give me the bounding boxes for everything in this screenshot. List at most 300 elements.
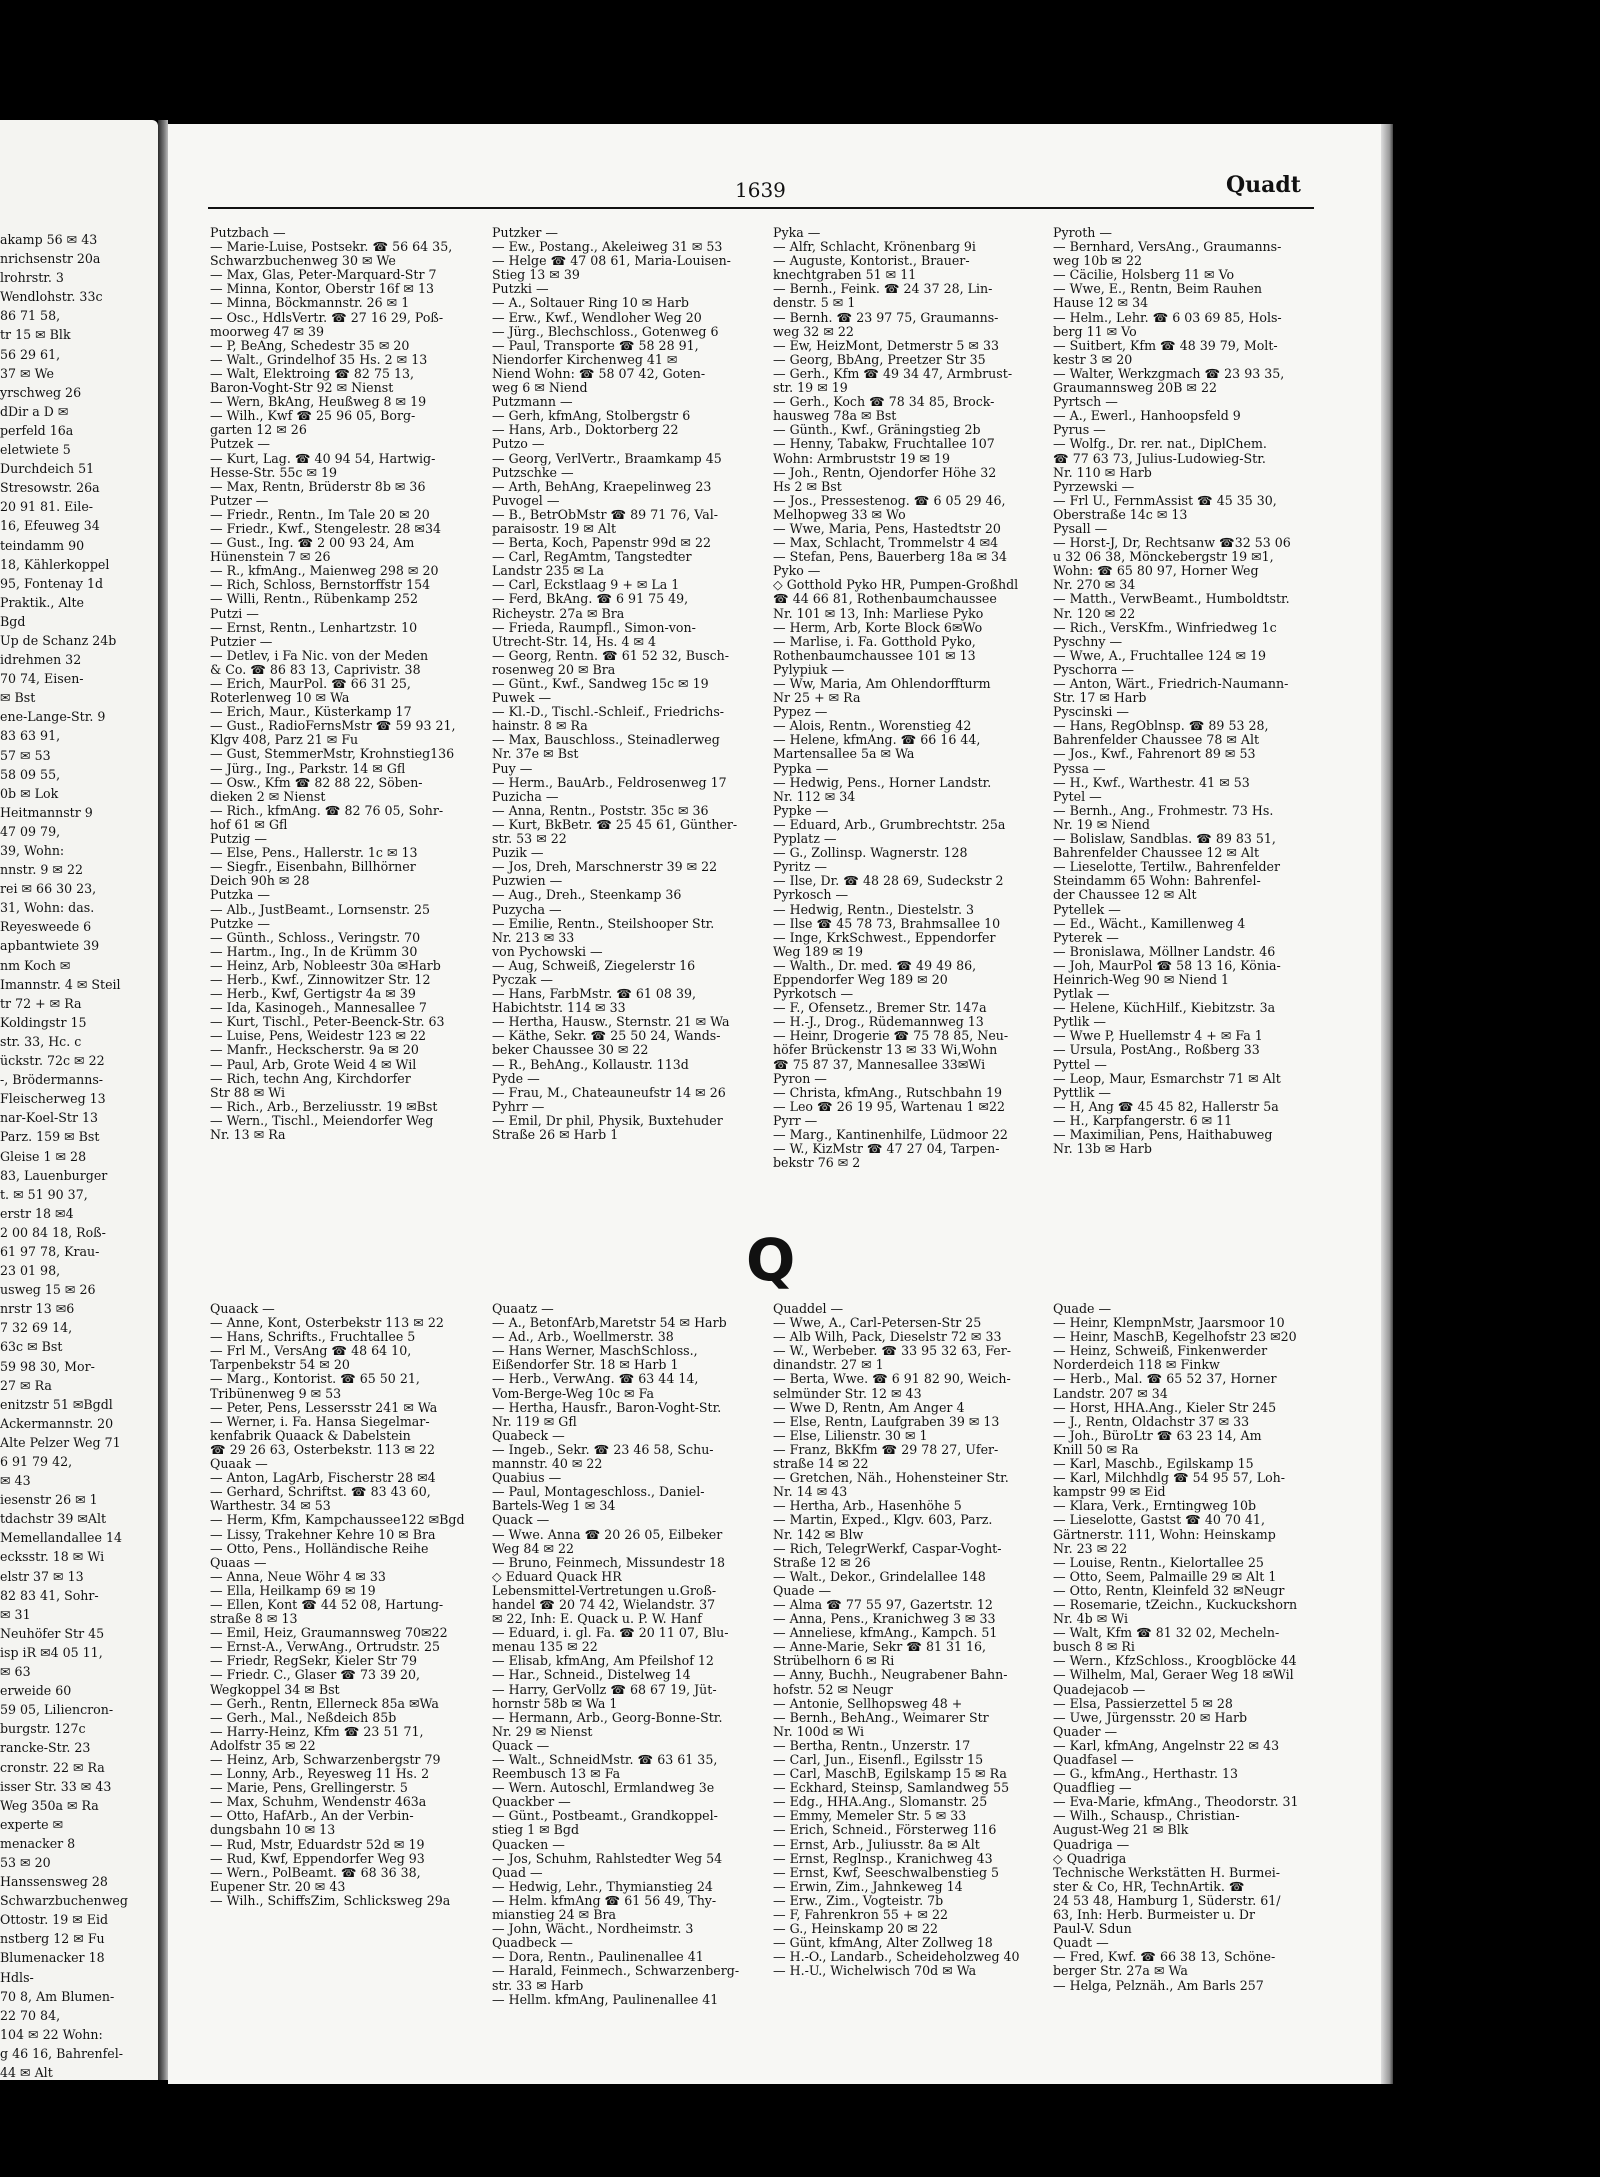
- entry-line: — Friedr., Rentn., Im Tale 20 ✉ 20: [210, 506, 430, 522]
- left-page-line: Neuhöfer Str 45: [0, 1625, 105, 1641]
- surname-heading: Putzka —: [210, 887, 271, 903]
- surname-heading: Quadbeck —: [492, 1935, 573, 1951]
- entry-line: — Wilhelm, Mal, Geraer Weg 18 ✉Wil: [1053, 1667, 1294, 1683]
- entry-line: — Martin, Exped., Klgv. 603, Parz.: [773, 1512, 993, 1528]
- surname-heading: Putzker —: [492, 226, 558, 240]
- left-page-line: 61 97 78, Krau-: [0, 1243, 100, 1259]
- entry-line: — Herb., VerwAng. ☎ 63 44 14,: [492, 1371, 699, 1387]
- entry-line: höfer Brückenstr 13 ✉ 33 Wi,Wohn: [773, 1042, 998, 1058]
- entry-line: — P, BeAng, Schedestr 35 ✉ 20: [210, 337, 410, 353]
- left-page-line: 83 63 91,: [0, 728, 61, 744]
- entry-line: Str 88 ✉ Wi: [210, 1084, 286, 1100]
- entry-line: — Alfr, Schlacht, Krönenbarg 9i: [773, 239, 976, 255]
- surname-heading: Quaas —: [210, 1554, 267, 1570]
- entry-line: — Carl, Eckstlaag 9 + ✉ La 1: [492, 577, 680, 593]
- entry-line: — Gust, StemmerMstr, Krohnstieg136: [210, 746, 455, 762]
- surname-heading: Pyka —: [773, 226, 821, 240]
- entry-line: — G., kfmAng., Herthastr. 13: [1053, 1766, 1239, 1782]
- entry-line: Norderdeich 118 ✉ Finkw: [1053, 1357, 1220, 1373]
- left-page-line: elstr 37 ✉ 13: [0, 1568, 84, 1584]
- entry-line: Niendorfer Kirchenweg 41 ✉: [492, 351, 678, 367]
- left-page-line: Heitmannstr 9: [0, 804, 93, 820]
- entry-line: — Erwin, Zim., Jahnkeweg 14: [773, 1878, 963, 1894]
- left-page-line: 95, Fontenay 1d: [0, 575, 104, 591]
- entry-line: — G., Heinskamp 20 ✉ 22: [773, 1921, 939, 1937]
- left-page-line: Blumenacker 18: [0, 1950, 105, 1966]
- entry-line: Str. 17 ✉ Harb: [1053, 690, 1147, 706]
- left-page-line: 70 8, Am Blumen-: [0, 1988, 115, 2004]
- entry-line: — Otto, HafArb., An der Verbin-: [210, 1808, 414, 1824]
- entry-line: — Heinr, KlempnMstr, Jaarsmoor 10: [1053, 1315, 1285, 1331]
- left-page-line: 2 00 84 18, Roß-: [0, 1224, 106, 1240]
- entry-line: — Walt, Kfm ☎ 81 32 02, Mecheln-: [1053, 1625, 1280, 1641]
- entry-line: — Lieselotte, Tertilw., Bahrenfelder: [1053, 859, 1280, 875]
- surname-heading: Quabeck —: [492, 1427, 565, 1443]
- entry-line: — Bolislaw, Sandblas. ☎ 89 83 51,: [1053, 831, 1276, 847]
- entry-line: Wohn: ☎ 65 80 97, Horner Weg: [1053, 563, 1259, 579]
- entry-line: — J., Rentn, Oldachstr 37 ✉ 33: [1053, 1413, 1250, 1429]
- entry-line: — Elisab, kfmAng, Am Pfeilshof 12: [492, 1653, 714, 1669]
- surname-heading: Quack —: [492, 1512, 550, 1528]
- entry-line: — Friedr. C., Glaser ☎ 73 39 20,: [210, 1667, 421, 1683]
- entry-line: — Hedwig, Rentn., Diestelstr. 3: [773, 901, 974, 917]
- left-page-line: t. ✉ 51 90 37,: [0, 1186, 88, 1202]
- left-page-line: lrohrstr. 3: [0, 270, 64, 286]
- entry-line: August-Weg 21 ✉ Blk: [1053, 1822, 1189, 1838]
- entry-line: — Berta, Koch, Papenstr 99d ✉ 22: [492, 535, 711, 551]
- entry-line: — Frl M., VersAng ☎ 48 64 10,: [210, 1343, 412, 1359]
- entry-line: — Max, Schuhm, Wendenstr 463a: [210, 1794, 427, 1810]
- entry-line: — Leo ☎ 26 19 95, Wartenau 1 ✉22: [773, 1098, 1005, 1114]
- entry-line: Straße 12 ✉ 26: [773, 1554, 871, 1570]
- column-bottom-1: [210, 1302, 485, 2022]
- entry-line: Heinrich-Weg 90 ✉ Niend 1: [1053, 971, 1230, 987]
- left-page-line: ückstr. 72c ✉ 22: [0, 1053, 105, 1069]
- entry-line: — Wwe. Anna ☎ 20 26 05, Eilbeker: [492, 1526, 723, 1542]
- entry-line: — Ursula, PostAng., Roßberg 33: [1053, 1042, 1260, 1058]
- left-page-line: akamp 56 ✉ 43: [0, 232, 98, 247]
- entry-line: — Louise, Rentn., Kielortallee 25: [1053, 1554, 1264, 1570]
- entry-line: — Ilse ☎ 45 78 73, Brahmsallee 10: [773, 915, 1001, 931]
- left-page-line: apbantwiete 39: [0, 938, 100, 954]
- surname-heading: Pyscinski —: [1053, 704, 1129, 720]
- surname-heading: Pyrzewski —: [1053, 478, 1135, 494]
- entry-line: Deich 90h ✉ 28: [210, 873, 310, 889]
- entry-line: Nr. 120 ✉ 22: [1053, 605, 1136, 621]
- left-page-line: 22 70 84,: [0, 2007, 61, 2023]
- surname-heading: Pyschny —: [1053, 633, 1123, 649]
- entry-line: — Hartm., Ing., In de Krümm 30: [210, 943, 418, 959]
- entry-line: — Hellm. kfmAng, Paulinenallee 41: [492, 1991, 719, 2007]
- left-page-line: 58 09 55,: [0, 766, 61, 782]
- entry-line: ster & Co, HR, TechnArtik. ☎: [1053, 1878, 1245, 1894]
- entry-line: — R., BehAng., Kollaustr. 113d: [492, 1056, 689, 1072]
- surname-heading: Puwek —: [492, 690, 552, 706]
- entry-line: hornstr 58b ✉ Wa 1: [492, 1695, 618, 1711]
- left-page-line: Ackermannstr. 20: [0, 1415, 114, 1431]
- entry-line: — F, Fahrenkron 55 + ✉ 22: [773, 1907, 948, 1923]
- entry-line: — Günt., Postbeamt., Grandkoppel-: [492, 1808, 718, 1824]
- surname-heading: Pyhrr —: [492, 1098, 545, 1114]
- entry-line: 63, Inh: Herb. Burmeister u. Dr: [1053, 1907, 1256, 1923]
- entry-line: — Matth., VerwBeamt., Humboldtstr.: [1053, 591, 1290, 607]
- surname-heading: Pyplatz —: [773, 831, 837, 847]
- entry-line: — Otto, Pens., Holländische Reihe: [210, 1540, 429, 1556]
- entry-line: — Ew, HeizMont, Detmerstr 5 ✉ 33: [773, 337, 1000, 353]
- surname-heading: Pyrr —: [773, 1112, 818, 1128]
- entry-line: — Ernst, Arb., Juliusstr. 8a ✉ Alt: [773, 1836, 980, 1852]
- entry-line: dinandstr. 27 ✉ 1: [773, 1357, 884, 1373]
- entry-line: — G., Zollinsp. Wagnerstr. 128: [773, 845, 968, 861]
- surname-heading: Quadt —: [1053, 1935, 1109, 1951]
- entry-line: — Ernst, Rentn., Lenhartzstr. 10: [210, 619, 418, 635]
- entry-line: — Günt., Kwf., Sandweg 15c ✉ 19: [492, 676, 709, 691]
- entry-line: — Franz, BkKfm ☎ 29 78 27, Ufer-: [773, 1441, 999, 1457]
- entry-line: — Marie-Luise, Postsekr. ☎ 56 64 35,: [210, 239, 453, 255]
- left-page-line: nm Koch ✉: [0, 957, 71, 973]
- entry-line: — Helm. kfmAng ☎ 61 56 49, Thy-: [492, 1892, 717, 1908]
- entry-line: — Ernst-A., VerwAng., Ortrudstr. 25: [210, 1639, 441, 1655]
- surname-heading: Quaack —: [210, 1302, 275, 1316]
- entry-line: — Anny, Buchh., Neugrabener Bahn-: [773, 1667, 1008, 1683]
- surname-heading: Putzi —: [210, 605, 259, 621]
- entry-line: — Kl.-D., Tischl.-Schleif., Friedrichs-: [492, 704, 725, 720]
- entry-line: — Ellen, Kont ☎ 44 52 08, Hartung-: [210, 1596, 444, 1612]
- left-page-line: ene-Lange-Str. 9: [0, 709, 106, 725]
- surname-heading: Putzmann —: [492, 394, 573, 410]
- left-page-line: Alte Pelzer Weg 71: [0, 1434, 121, 1450]
- entry-line: — Frau, M., Chateauneufstr 14 ✉ 26: [492, 1084, 726, 1100]
- left-page-line: isser Str. 33 ✉ 43: [0, 1778, 112, 1794]
- entry-line: Warthestr. 34 ✉ 53: [210, 1498, 331, 1514]
- page-edge: [1381, 124, 1393, 2084]
- entry-line: Nr. 23 ✉ 22: [1053, 1540, 1128, 1556]
- entry-line: — Anna, Pens., Kranichweg 3 ✉ 33: [773, 1611, 996, 1627]
- left-page-line: nar-Koel-Str 13: [0, 1110, 99, 1126]
- entry-line: — Minna, Böckmannstr. 26 ✉ 1: [210, 295, 410, 311]
- entry-line: ☎ 44 66 81, Rothenbaumchaussee: [773, 591, 997, 607]
- entry-line: — Wolfg., Dr. rer. nat., DiplChem.: [1053, 436, 1267, 452]
- entry-line: Oberstraße 14c ✉ 13: [1053, 506, 1188, 522]
- entry-line: — Rich., Arb., Berzeliusstr. 19 ✉Bst: [210, 1098, 438, 1114]
- entry-line: Technische Werkstätten H. Burmei-: [1053, 1864, 1281, 1880]
- entry-line: — Wern. Autoschl, Ermlandweg 3e: [492, 1780, 715, 1796]
- left-page-line: burgstr. 127c: [0, 1721, 86, 1737]
- entry-line: — Walter, Werkzgmach ☎ 23 93 35,: [1053, 365, 1285, 381]
- entry-line: — Ida, Kasinogeh., Mannesallee 7: [210, 1000, 427, 1016]
- left-page-line: Up de Schanz 24b: [0, 632, 117, 648]
- left-page-line: 83, Lauenburger: [0, 1167, 108, 1183]
- entry-line: ◇ Quadriga: [1053, 1850, 1127, 1866]
- entry-line: — Georg, BbAng, Preetzer Str 35: [773, 351, 986, 367]
- left-page-line: ✉ 63: [0, 1664, 31, 1680]
- entry-line: Hesse-Str. 55c ✉ 19: [210, 464, 338, 480]
- entry-line: 24 53 48, Hamburg 1, Süderstr. 61/: [1053, 1892, 1281, 1908]
- entry-line: dungsbahn 10 ✉ 13: [210, 1822, 336, 1838]
- header-rule: [208, 207, 1314, 209]
- entry-line: Nr. 142 ✉ Blw: [773, 1526, 864, 1542]
- entry-line: — Aug., Dreh., Steenkamp 36: [492, 887, 682, 903]
- entry-line: — Erich, Schneid., Försterweg 116: [773, 1822, 997, 1838]
- entry-line: Hünenstein 7 ✉ 26: [210, 549, 331, 565]
- entry-line: Nr. 13 ✉ Ra: [210, 1127, 286, 1142]
- entry-line: — Helene, KüchHilf., Kiebitzstr. 3a: [1053, 1000, 1276, 1016]
- entry-line: — Günt, kfmAng, Alter Zollweg 18: [773, 1935, 993, 1951]
- entry-line: Landstr. 207 ✉ 34: [1053, 1385, 1168, 1401]
- entry-line: Roterlenweg 10 ✉ Wa: [210, 690, 350, 706]
- entry-line: — Maximilian, Pens, Haithabuweg: [1053, 1127, 1273, 1142]
- entry-line: — Klara, Verk., Erntingweg 10b: [1053, 1498, 1257, 1514]
- entry-line: — Alb Wilh, Pack, Dieselstr 72 ✉ 33: [773, 1329, 1002, 1345]
- entry-line: Bahrenfelder Chaussee 12 ✉ Alt: [1053, 845, 1260, 861]
- entry-line: Paul-V. Sdun: [1053, 1921, 1132, 1937]
- entry-line: Nr 25 + ✉ Ra: [773, 690, 861, 706]
- left-page-line: g 46 16, Bahrenfel-: [0, 2045, 123, 2061]
- entry-line: — Rich., VersKfm., Winfriedweg 1c: [1053, 619, 1277, 635]
- left-page-line: dDir a D ✉: [0, 403, 69, 419]
- entry-line: Graumannsweg 20B ✉ 22: [1053, 380, 1217, 396]
- entry-line: — Bernh. ☎ 23 97 75, Graumanns-: [773, 309, 999, 325]
- entry-line: — H.-J., Drog., Rüdemannweg 13: [773, 1014, 984, 1030]
- entry-line: — Uwe, Jürgensstr. 20 ✉ Harb: [1053, 1709, 1248, 1725]
- entry-line: — Gust., RadioFernsMstr ☎ 59 93 21,: [210, 718, 456, 734]
- left-page-line: Koldingstr 15: [0, 1014, 87, 1030]
- entry-line: Rothenbaumchaussee 101 ✉ 13: [773, 647, 976, 663]
- surname-heading: Quade —: [773, 1582, 832, 1598]
- entry-line: str. 33 ✉ Harb: [492, 1977, 584, 1993]
- entry-line: Vom-Berge-Weg 10c ✉ Fa: [492, 1385, 654, 1401]
- entry-line: — Anna, Neue Wöhr 4 ✉ 33: [210, 1568, 386, 1584]
- entry-line: Habichtstr. 114 ✉ 33: [492, 1000, 626, 1016]
- entry-line: — Ww, Maria, Am Ohlendorffturm: [773, 676, 991, 691]
- entry-line: Melhopweg 33 ✉ Wo: [773, 506, 906, 522]
- entry-line: — Käthe, Sekr. ☎ 25 50 24, Wands-: [492, 1028, 721, 1044]
- left-page-line: Hanssensweg 28: [0, 1874, 108, 1890]
- surname-heading: Pypez —: [773, 704, 828, 720]
- entry-line: & Co. ☎ 86 83 13, Caprivistr. 38: [210, 661, 421, 677]
- entry-line: Nr. 119 ✉ Gfl: [492, 1413, 577, 1429]
- entry-line: — Herb., Mal. ☎ 65 52 37, Horner: [1053, 1371, 1277, 1387]
- entry-line: — Eckhard, Steinsp, Samlandweg 55: [773, 1780, 1010, 1796]
- left-page-line: 20 91 81. Eile-: [0, 499, 94, 515]
- surname-heading: Pyron —: [773, 1070, 827, 1086]
- entry-line: — Heinr, Drogerie ☎ 75 78 85, Neu-: [773, 1028, 1009, 1044]
- entry-line: — Joh, MaurPol ☎ 58 13 16, Könia-: [1053, 957, 1281, 973]
- surname-heading: Putzke —: [210, 915, 270, 931]
- entry-line: — Kurt, Lag. ☎ 40 94 54, Hartwig-: [210, 450, 436, 466]
- entry-line: — Minna, Kontor, Oberstr 16f ✉ 13: [210, 281, 434, 297]
- entry-line: Richeystr. 27a ✉ Bra: [492, 605, 625, 621]
- left-page-line: tdachstr 39 ✉Alt: [0, 1511, 107, 1527]
- entry-line: Nr. 14 ✉ 43: [773, 1484, 848, 1500]
- entry-line: — Ernst, Reglnsp., Kranichweg 43: [773, 1850, 993, 1866]
- entry-line: der Chaussee 12 ✉ Alt: [1053, 887, 1197, 903]
- left-page-line: -, Brödermanns-: [0, 1072, 104, 1088]
- entry-line: — Ilse, Dr. ☎ 48 28 69, Sudeckstr 2: [773, 873, 1004, 889]
- entry-line: — Lonny, Arb., Reyesweg 11 Hs. 2: [210, 1766, 430, 1782]
- left-page-line: 104 ✉ 22 Wohn:: [0, 2026, 103, 2042]
- left-page-line: nstberg 12 ✉ Fu: [0, 1931, 105, 1947]
- entry-line: — Ernst, Kwf, Seeschwalbenstieg 5: [773, 1864, 1000, 1880]
- entry-line: — Willi, Rentn., Rübenkamp 252: [210, 591, 419, 607]
- entry-line: — Gerh, kfmAng, Stolbergstr 6: [492, 408, 691, 424]
- entry-line: — Fred, Kwf. ☎ 66 38 13, Schöne-: [1053, 1949, 1276, 1965]
- left-page-line: usweg 15 ✉ 26: [0, 1282, 96, 1298]
- surname-heading: Puy —: [492, 760, 533, 776]
- entry-line: — Hertha, Hausw., Sternstr. 21 ✉ Wa: [492, 1014, 730, 1030]
- entry-line: — Emil, Dr phil, Physik, Buxtehuder: [492, 1112, 723, 1128]
- entry-line: — Wwe, A., Carl-Petersen-Str 25: [773, 1315, 982, 1331]
- section-letter: Q: [746, 1226, 796, 1294]
- entry-line: — Hans, Arb., Doktorberg 22: [492, 422, 679, 438]
- entry-line: — Marlise, i. Fa. Gotthold Pyko,: [773, 633, 976, 649]
- left-page-line: 56 29 61,: [0, 346, 61, 362]
- entry-line: weg 10b ✉ 22: [1053, 253, 1142, 269]
- entry-line: — Joh., BüroLtr ☎ 63 23 14, Am: [1053, 1427, 1262, 1443]
- entry-line: — Hans Werner, MaschSchloss.,: [492, 1343, 698, 1359]
- left-page-line: Memellandallee 14: [0, 1530, 122, 1546]
- entry-line: — John, Wächt., Nordheimstr. 3: [492, 1921, 694, 1937]
- entry-line: — Rud, Kwf, Eppendorfer Weg 93: [210, 1850, 425, 1866]
- surname-heading: Quadejacob —: [1053, 1681, 1146, 1697]
- entry-line: — Anton, LagArb, Fischerstr 28 ✉4: [210, 1470, 436, 1486]
- entry-line: — Anton, Wärt., Friedrich-Naumann-: [1053, 676, 1289, 691]
- surname-heading: Pyroth —: [1053, 226, 1112, 240]
- column-bottom-4: [1053, 1302, 1319, 2022]
- entry-line: — Max, Schlacht, Trommelstr 4 ✉4: [773, 535, 999, 551]
- entry-line: — Peter, Pens, Lessersstr 241 ✉ Wa: [210, 1399, 438, 1415]
- left-page-line: 59 98 30, Mor-: [0, 1358, 95, 1374]
- entry-line: kestr 3 ✉ 20: [1053, 351, 1133, 367]
- entry-line: — Anneliese, kfmAng., Kampch. 51: [773, 1625, 998, 1641]
- left-page-line: 16, Efeuweg 34: [0, 518, 100, 534]
- surname-heading: Quacken —: [492, 1836, 565, 1852]
- entry-line: — Joh., Rentn, Ojendorfer Höhe 32: [773, 464, 997, 480]
- surname-heading: Pyschorra —: [1053, 661, 1134, 677]
- entry-line: — Bruno, Feinmech, Missundestr 18: [492, 1554, 726, 1570]
- entry-line: berger Str. 27a ✉ Wa: [1053, 1963, 1188, 1979]
- entry-line: — Paul, Transporte ☎ 58 28 91,: [492, 337, 699, 353]
- entry-line: — A., Soltauer Ring 10 ✉ Harb: [492, 295, 689, 311]
- entry-line: — Georg, Rentn. ☎ 61 52 32, Busch-: [492, 647, 730, 663]
- entry-line: — Horst, HHA.Ang., Kieler Str 245: [1053, 1399, 1277, 1415]
- entry-line: — Berta, Wwe. ☎ 6 91 82 90, Weich-: [773, 1371, 1011, 1387]
- entry-line: — Wilh., Kwf ☎ 25 96 05, Borg-: [210, 408, 416, 424]
- left-page-line: 6 91 79 42,: [0, 1454, 73, 1469]
- entry-line: hainstr. 8 ✉ Ra: [492, 718, 588, 734]
- entry-line: — Carl, Jun., Eisenfl., Egilsstr 15: [773, 1752, 984, 1767]
- surname-heading: Quadfasel —: [1053, 1752, 1134, 1767]
- entry-line: — Jos, Schuhm, Rahlstedter Weg 54: [492, 1850, 723, 1866]
- entry-line: berg 11 ✉ Vo: [1053, 323, 1137, 339]
- entry-line: — Marie, Pens, Grellingerstr. 5: [210, 1780, 408, 1796]
- entry-line: — Ad., Arb., Woellmerstr. 38: [492, 1329, 674, 1345]
- entry-line: — Gretchen, Näh., Hohensteiner Str.: [773, 1470, 1009, 1486]
- surname-heading: Quad —: [492, 1864, 543, 1880]
- entry-line: — Gerh., Rentn, Ellerneck 85a ✉Wa: [210, 1695, 439, 1711]
- running-head: Quadt: [1226, 172, 1301, 198]
- surname-heading: Pyczak —: [492, 971, 554, 987]
- surname-heading: Pyritz —: [773, 859, 827, 875]
- left-page-line: iesenstr 26 ✉ 1: [0, 1492, 98, 1508]
- entry-line: — Erich, MaurPol. ☎ 66 31 25,: [210, 676, 411, 691]
- entry-line: Weg 84 ✉ 22: [492, 1540, 575, 1556]
- surname-heading: Quaak —: [210, 1456, 268, 1472]
- entry-line: — Erw., Zim., Vogteistr. 7b: [773, 1892, 944, 1908]
- left-page-line: tr 15 ✉ Blk: [0, 327, 71, 343]
- left-page-lines: [0, 120, 158, 2080]
- entry-line: — Wwe, E., Rentn, Beim Rauhen: [1053, 281, 1262, 297]
- entry-line: rosenweg 20 ✉ Bra: [492, 661, 616, 677]
- surname-heading: Putzier —: [210, 633, 273, 649]
- entry-line: — Else, Lilienstr. 30 ✉ 1: [773, 1427, 928, 1443]
- entry-line: knechtgraben 51 ✉ 11: [773, 267, 917, 283]
- left-page-line: 18, Kählerkoppel: [0, 556, 110, 572]
- entry-line: — Harry, GerVollz ☎ 68 67 19, Jüt-: [492, 1681, 717, 1697]
- left-page-line: 70 74, Eisen-: [0, 671, 84, 687]
- entry-line: busch 8 ✉ Ri: [1053, 1639, 1135, 1655]
- entry-line: Wohn: Armbruststr 19 ✉ 19: [773, 450, 951, 466]
- entry-line: Landstr 235 ✉ La: [492, 563, 605, 579]
- entry-line: — Otto, Rentn, Kleinfeld 32 ✉Neugr: [1053, 1582, 1285, 1598]
- page-number: 1639: [735, 178, 786, 202]
- entry-line: — Ew., Postang., Akeleiweg 31 ✉ 53: [492, 239, 723, 255]
- left-page-line: experte ✉: [0, 1816, 64, 1832]
- surname-heading: Pytlik —: [1053, 1014, 1106, 1030]
- entry-line: — Hermann, Arb., Georg-Bonne-Str.: [492, 1709, 723, 1725]
- surname-heading: Puzycha —: [492, 901, 562, 917]
- entry-line: — Cäcilie, Holsberg 11 ✉ Vo: [1053, 267, 1235, 283]
- entry-line: — Har., Schneid., Distelweg 14: [492, 1667, 691, 1683]
- entry-line: — Anne, Kont, Osterbekstr 113 ✉ 22: [210, 1315, 444, 1331]
- entry-line: — Jos, Dreh, Marschnerstr 39 ✉ 22: [492, 859, 718, 875]
- entry-line: — Jürg., Ing., Parkstr. 14 ✉ Gfl: [210, 760, 406, 776]
- entry-line: — Friedr, RegSekr, Kieler Str 79: [210, 1653, 418, 1669]
- entry-line: — A., Ewerl., Hanhoopsfeld 9: [1053, 408, 1241, 424]
- entry-line: Nr. 13b ✉ Harb: [1053, 1141, 1152, 1157]
- surname-heading: Quaddel —: [773, 1302, 844, 1316]
- entry-line: — Harry-Heinz, Kfm ☎ 23 51 71,: [210, 1723, 424, 1739]
- entry-line: Bartels-Weg 1 ✉ 34: [492, 1498, 616, 1514]
- entry-line: Nr. 112 ✉ 34: [773, 788, 856, 804]
- column-top-4: [1053, 226, 1319, 1246]
- entry-line: — Christa, kfmAng., Rutschbahn 19: [773, 1084, 1003, 1100]
- left-page-line: erstr 18 ✉4: [0, 1205, 74, 1221]
- entry-line: mannstr. 40 ✉ 22: [492, 1456, 603, 1472]
- surname-heading: Pyrkosch —: [773, 887, 849, 903]
- entry-line: Nr. 19 ✉ Niend: [1053, 816, 1150, 832]
- entry-line: — Bernhard, VersAng., Graumanns-: [1053, 239, 1282, 255]
- entry-line: — Hedwig, Lehr., Thymianstieg 24: [492, 1878, 713, 1894]
- surname-heading: Putzig —: [210, 831, 267, 847]
- surname-heading: Pyttel —: [1053, 1056, 1107, 1072]
- entry-line: — Wern., KfzSchloss., Kroogblöcke 44: [1053, 1653, 1297, 1669]
- entry-line: — H., Karpfangerstr. 6 ✉ 11: [1053, 1112, 1233, 1128]
- left-page-line: ✉ 31: [0, 1606, 31, 1622]
- entry-line: — Luise, Pens, Weidestr 123 ✉ 22: [210, 1028, 427, 1044]
- entry-line: Nr. 213 ✉ 33: [492, 929, 575, 945]
- surname-heading: Quabius —: [492, 1470, 562, 1486]
- entry-line: Steindamm 65 Wohn: Bahrenfel-: [1053, 873, 1261, 889]
- entry-line: — Gerhard, Schriftst. ☎ 83 43 60,: [210, 1484, 431, 1500]
- entry-line: — Emil, Heiz, Graumannsweg 70✉22: [210, 1625, 448, 1641]
- surname-heading: Quadflieg —: [1053, 1780, 1132, 1796]
- entry-line: — Günth., Kwf., Gräningstieg 2b: [773, 422, 981, 438]
- entry-line: — Hans, Schrifts., Fruchtallee 5: [210, 1329, 416, 1345]
- left-page-line: Praktik., Alte: [0, 594, 84, 610]
- entry-line: — Walth., Dr. med. ☎ 49 49 86,: [773, 957, 977, 973]
- entry-line: stieg 1 ✉ Bgd: [492, 1822, 580, 1838]
